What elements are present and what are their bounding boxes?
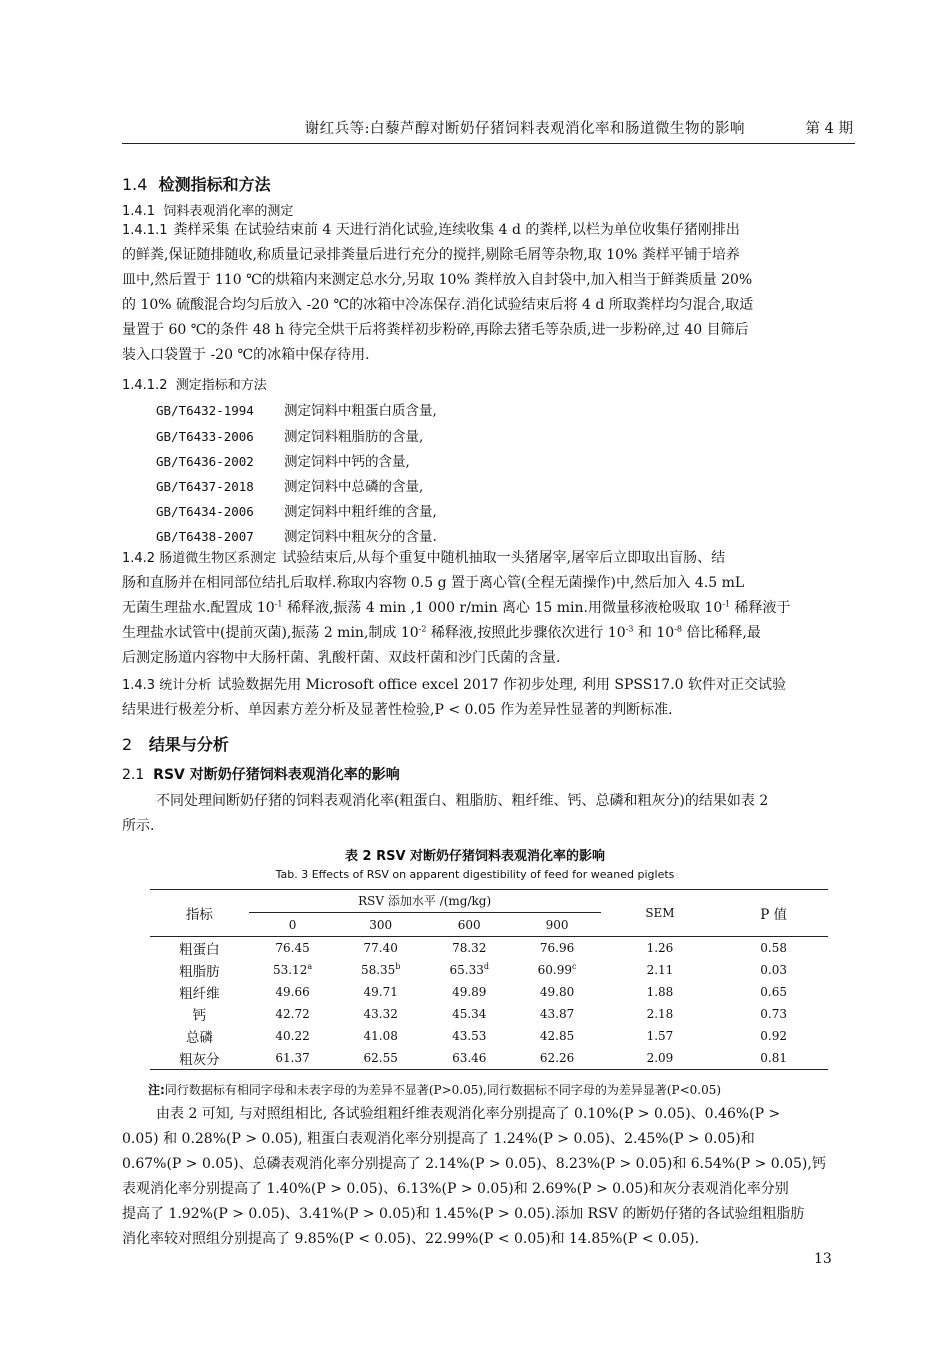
header-index: 指标 xyxy=(150,890,249,937)
table-row: 粗灰分 61.37 62.55 63.46 62.26 2.09 0.81 xyxy=(150,1047,828,1070)
table-row: 粗纤维 49.66 49.71 49.89 49.80 1.88 0.65 xyxy=(179,985,787,1002)
header-issue: 第 4 期 xyxy=(805,121,853,137)
header-sem: SEM xyxy=(601,890,720,937)
standard-item: GB/T6437-2018 测定饲料中总磷的含量, xyxy=(156,479,424,495)
table-row: 总磷 40.22 41.08 43.53 42.85 1.57 0.92 xyxy=(185,1029,787,1046)
header-level: 0 xyxy=(249,914,337,937)
page-number: 13 xyxy=(814,1251,832,1267)
section-2-1-heading: 2.1 RSV 对断奶仔猪饲料表观消化率的影响 xyxy=(122,767,400,783)
paragraph-1-4-3: 1.4.3 统计分析 试验数据先用 Microsoft office excel 2017 作初步处理, 利用 SPSS17.0 软件对正交试验 结果进行极差分析、单因素方差分析及显著性检验,P < 0.05 作为差异性显著的判断标准. xyxy=(122,677,786,718)
paragraph-results: 由表 2 可知, 与对照组相比, 各试验组粗纤维表观消化率分别提高了 0.10%(P > 0.05)、0.46%(P > 0.05) 和 0.28%(P > 0.05), 粗蛋白表观消化率分别提高了 1.24%(P > 0.05)、2.45%(P > 0.05)和 0.67%(P > 0.05)、总磷表观消化率分别提高了 2.14%(P > 0.05)、8.23%(P > 0.05)和 6.54%(P > 0.05),钙 表观消化率分别提高了 1.40%(P > 0.05)、6.13%(P > 0.05)和 2.69%(P > 0.05)和灰分表观消化率分别 提高了 1.92%(P > 0.05)、3.41%(P > 0.05)和 1.45%(P > 0.05).添加 RSV 的断奶仔猪的各试验组粗脂肪 消化率较对照组分别提高了 9.85%(P < 0.05)、22.99%(P < 0.05)和 14.85%(P < 0.05). xyxy=(122,1106,826,1247)
standard-item: GB/T6438-2007 测定饲料中粗灰分的含量. xyxy=(156,529,437,545)
standard-item: GB/T6433-2006 测定饲料粗脂肪的含量, xyxy=(156,429,424,445)
section-1-4-1-2-heading: 1.4.1.2 测定指标和方法 xyxy=(122,378,267,393)
table-row: 钙 42.72 43.32 45.34 43.87 2.18 0.73 xyxy=(192,1007,787,1024)
standard-item: GB/T6432-1994 测定饲料中粗蛋白质含量, xyxy=(156,403,437,419)
table-row: 粗脂肪 53.12$^a$ 58.35$^b$ 65.33$^d$ 60.99$^c$ 2.11 0.03 xyxy=(179,962,787,980)
table-header-row xyxy=(150,890,828,915)
standard-item: GB/T6434-2006 测定饲料中粗纤维的含量, xyxy=(156,504,437,520)
paragraph-1-4-2: 1.4.2 肠道微生物区系测定 试验结束后,从每个重复中随机抽取一头猪屠宰,屠宰后立即取出盲肠、结 肠和直肠并在相同部位结扎后取样.称取内容物 0.5 g 置于离心管(全程无菌操作)中,然后加入 4.5 mL 无菌生理盐水.配置成 $10^{-1}$ 稀释液,振荡 4 min ,1 000 r/min 离心 15 min.用微量移液枪吸取 $10^{-1}$ 稀释液于 生理盐水试管中(提前灭菌),振荡 2 min,制成 $10^{-2}$ 稀释液,按照此步骤依次进行 $10^{-3}$ 和 $10^{-8}$ 倍比稀释,最 后测定肠道内容物中大肠杆菌、乳酸杆菌、双歧杆菌和沙门氏菌的含量. xyxy=(122,550,791,666)
section-1-4-heading: 1.4 检测指标和方法 xyxy=(122,175,271,194)
header-p: P 值 xyxy=(719,890,828,937)
header-title: 谢红兵等:白藜芦醇对断奶仔猪饲料表观消化率和肠道微生物的影响 xyxy=(304,121,745,137)
table-caption-cn: 表 2 RSV 对断奶仔猪饲料表观消化率的影响 xyxy=(344,849,606,864)
table-row: 粗蛋白 76.45 77.40 78.32 76.96 1.26 0.58 xyxy=(179,941,787,958)
digestibility-table xyxy=(150,889,828,1070)
header-level: 300 xyxy=(336,914,425,937)
running-header xyxy=(122,117,855,144)
header-level: 600 xyxy=(425,914,514,937)
table-note: 注:同行数据标有相同字母和未表字母的为差异不显著(P>0.05),同行数据标不同字母的为差异显著(P<0.05) xyxy=(148,1083,722,1097)
header-level: 900 xyxy=(514,914,601,937)
table-caption-en: Tab. 3 Effects of RSV on apparent digestibility of feed for weaned piglets xyxy=(275,868,675,881)
section-1-4-1-heading: 1.4.1 饲料表观消化率的测定 xyxy=(122,204,294,219)
paragraph-2-1: 不同处理间断奶仔猪的饲料表观消化率(粗蛋白、粗脂肪、粗纤维、钙、总磷和粗灰分)的结果如表 2 所示. xyxy=(122,793,769,834)
header-group: RSV 添加水平 /(mg/kg) xyxy=(249,890,601,915)
section-2-heading: 2 结果与分析 xyxy=(122,735,229,754)
standard-item: GB/T6436-2002 测定饲料中钙的含量, xyxy=(156,454,410,470)
paragraph-1-4-1-1: 1.4.1.1 粪样采集 在试验结束前 4 天进行消化试验,连续收集 4 d 的粪样,以栏为单位收集仔猪刚排出 的鲜粪,保证随排随收,称质量记录排粪量后进行充分的搅拌,剔除毛屑等杂物,取 10% 粪样平铺于培养 皿中,然后置于 110 ℃的烘箱内来测定总水分,另取 10% 粪样放入自封袋中,加入相当于鲜粪质量 20% 的 10% 硫酸混合均匀后放入 -20 ℃的冰箱中冷冻保存.消化试验结束后将 4 d 所取粪样均匀混合,取适 量置于 60 ℃的条件 48 h 待完全烘干后将粪样初步粉碎,再除去猪毛等杂质,进一步粉碎,过 40 目筛后 装入口袋置于 -20 ℃的冰箱中保存待用. xyxy=(122,222,754,363)
